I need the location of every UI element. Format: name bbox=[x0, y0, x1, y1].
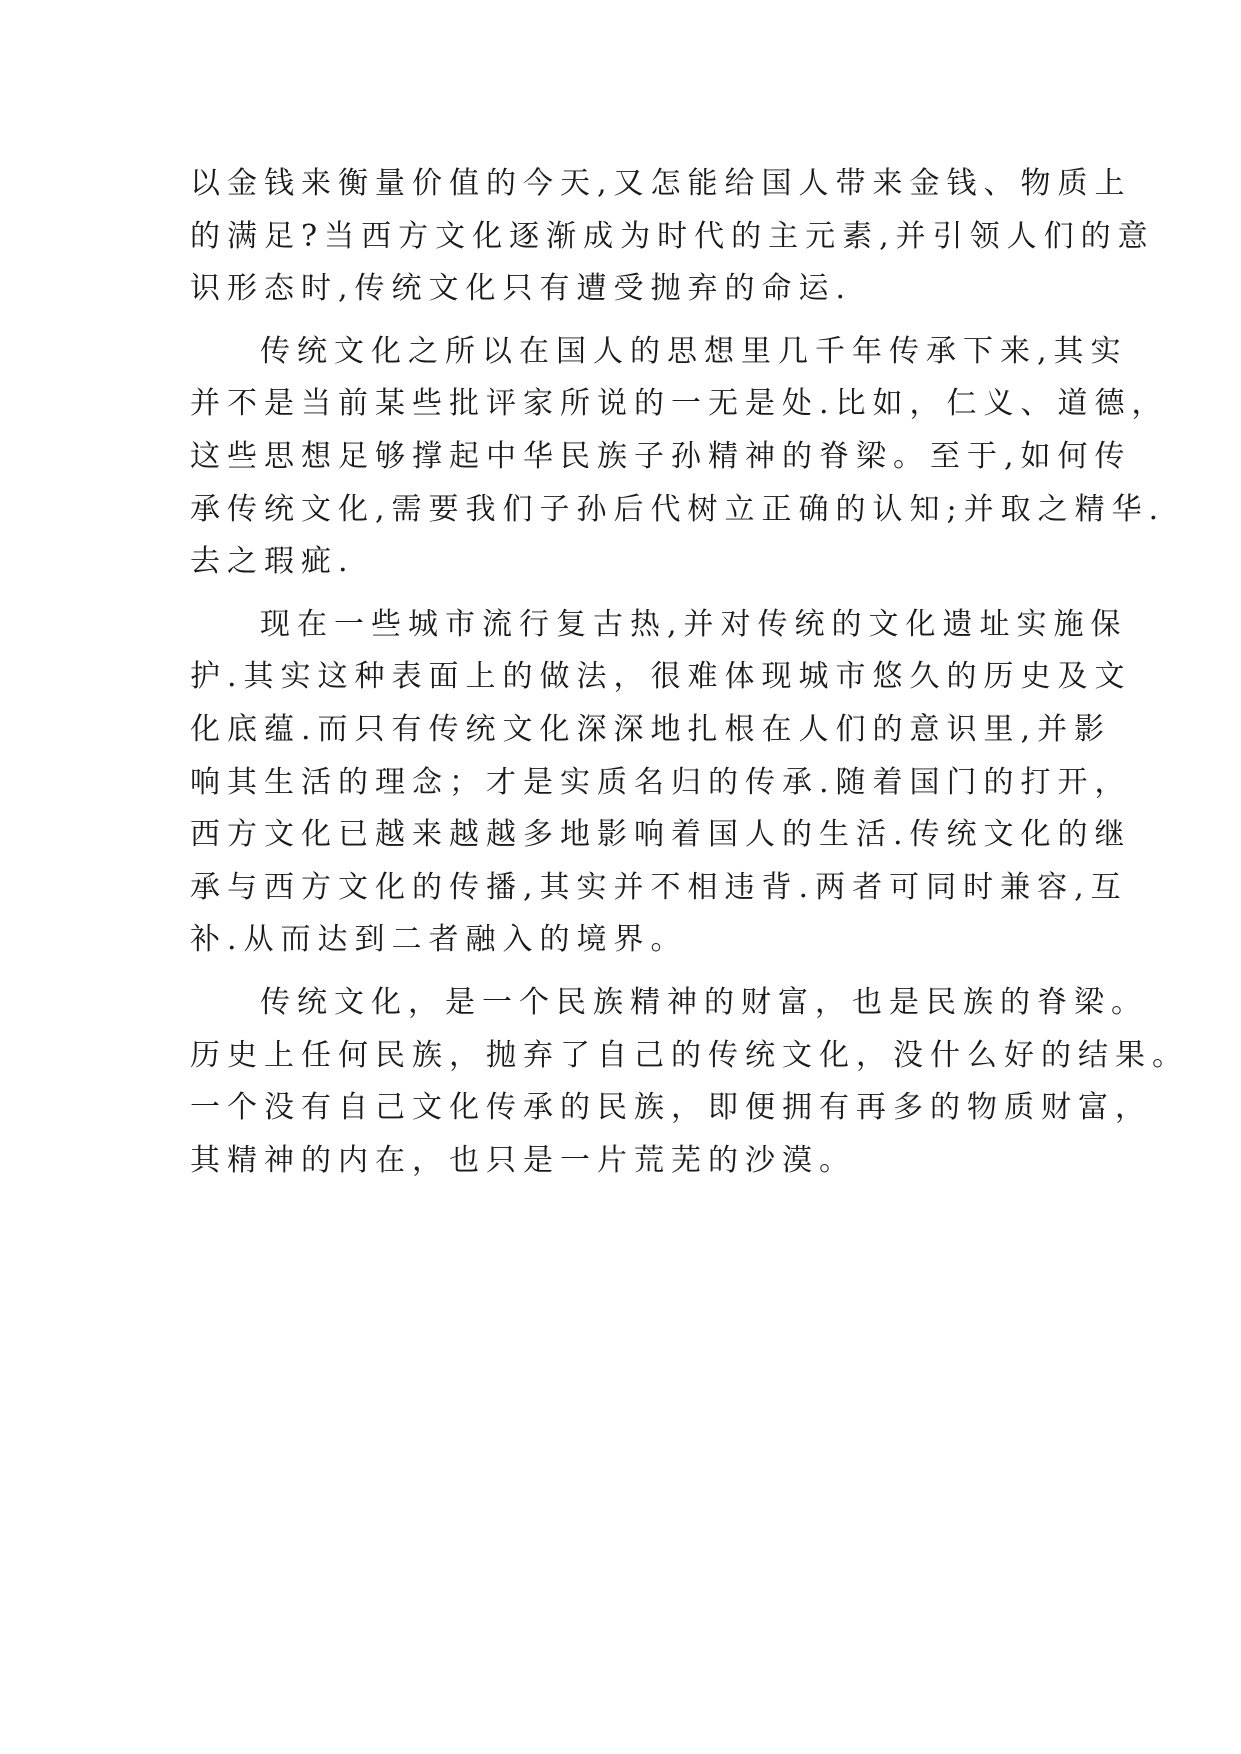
text-line: 历史上任何民族，抛弃了自己的传统文化，没什么好的结果。 bbox=[190, 1037, 1189, 1073]
paragraph bbox=[190, 977, 1189, 1187]
paragraph bbox=[190, 158, 1155, 316]
text-line: 西方文化已越来越越多地影响着国人的生活.传统文化的继 bbox=[190, 817, 1132, 853]
text-line: 传统文化之所以在国人的思想里几千年传承下来,其实 bbox=[260, 333, 1128, 369]
text-line: 的满足?当西方文化逐渐成为时代的主元素,并引领人们的意 bbox=[190, 218, 1155, 254]
text-line: 以金钱来衡量价值的今天,又怎能给国人带来金钱、物质上 bbox=[190, 166, 1132, 201]
text-line: 承与西方文化的传播,其实并不相违背.两者可同时兼容,互 bbox=[190, 869, 1128, 905]
text-line: 去之瑕疵. bbox=[190, 544, 355, 580]
text-line: 传统文化，是一个民族精神的财富，也是民族的脊梁。 bbox=[260, 984, 1148, 1020]
text-line: 现在一些城市流行复古热,并对传统的文化遗址实施保 bbox=[260, 606, 1128, 642]
text-line: 其精神的内在，也只是一片荒芜的沙漠。 bbox=[190, 1142, 856, 1178]
text-line: 响其生活的理念；才是实质名归的传承.随着国门的打开， bbox=[190, 764, 1132, 800]
text-line: 补.从而达到二者融入的境界。 bbox=[190, 922, 688, 958]
text-line: 识形态时,传统文化只有遭受抛弃的命运. bbox=[190, 271, 853, 307]
paragraph bbox=[190, 326, 1169, 589]
document-body bbox=[190, 158, 1189, 1187]
text-line: 这些思想足够撑起中华民族子孙精神的脊梁。至于,如何传 bbox=[190, 438, 1132, 474]
paragraph bbox=[190, 599, 1132, 967]
text-line: 护.其实这种表面上的做法，很难体现城市悠久的历史及文 bbox=[190, 659, 1132, 695]
text-line: 一个没有自己文化传承的民族，即便拥有再多的物质财富， bbox=[190, 1090, 1152, 1126]
text-line: 化底蕴.而只有传统文化深深地扎根在人们的意识里,并影 bbox=[190, 711, 1112, 747]
text-line: 承传统文化,需要我们子孙后代树立正确的认知;并取之精华. bbox=[190, 491, 1166, 527]
text-line: 并不是当前某些批评家所说的一无是处.比如，仁义、道德， bbox=[190, 386, 1169, 422]
